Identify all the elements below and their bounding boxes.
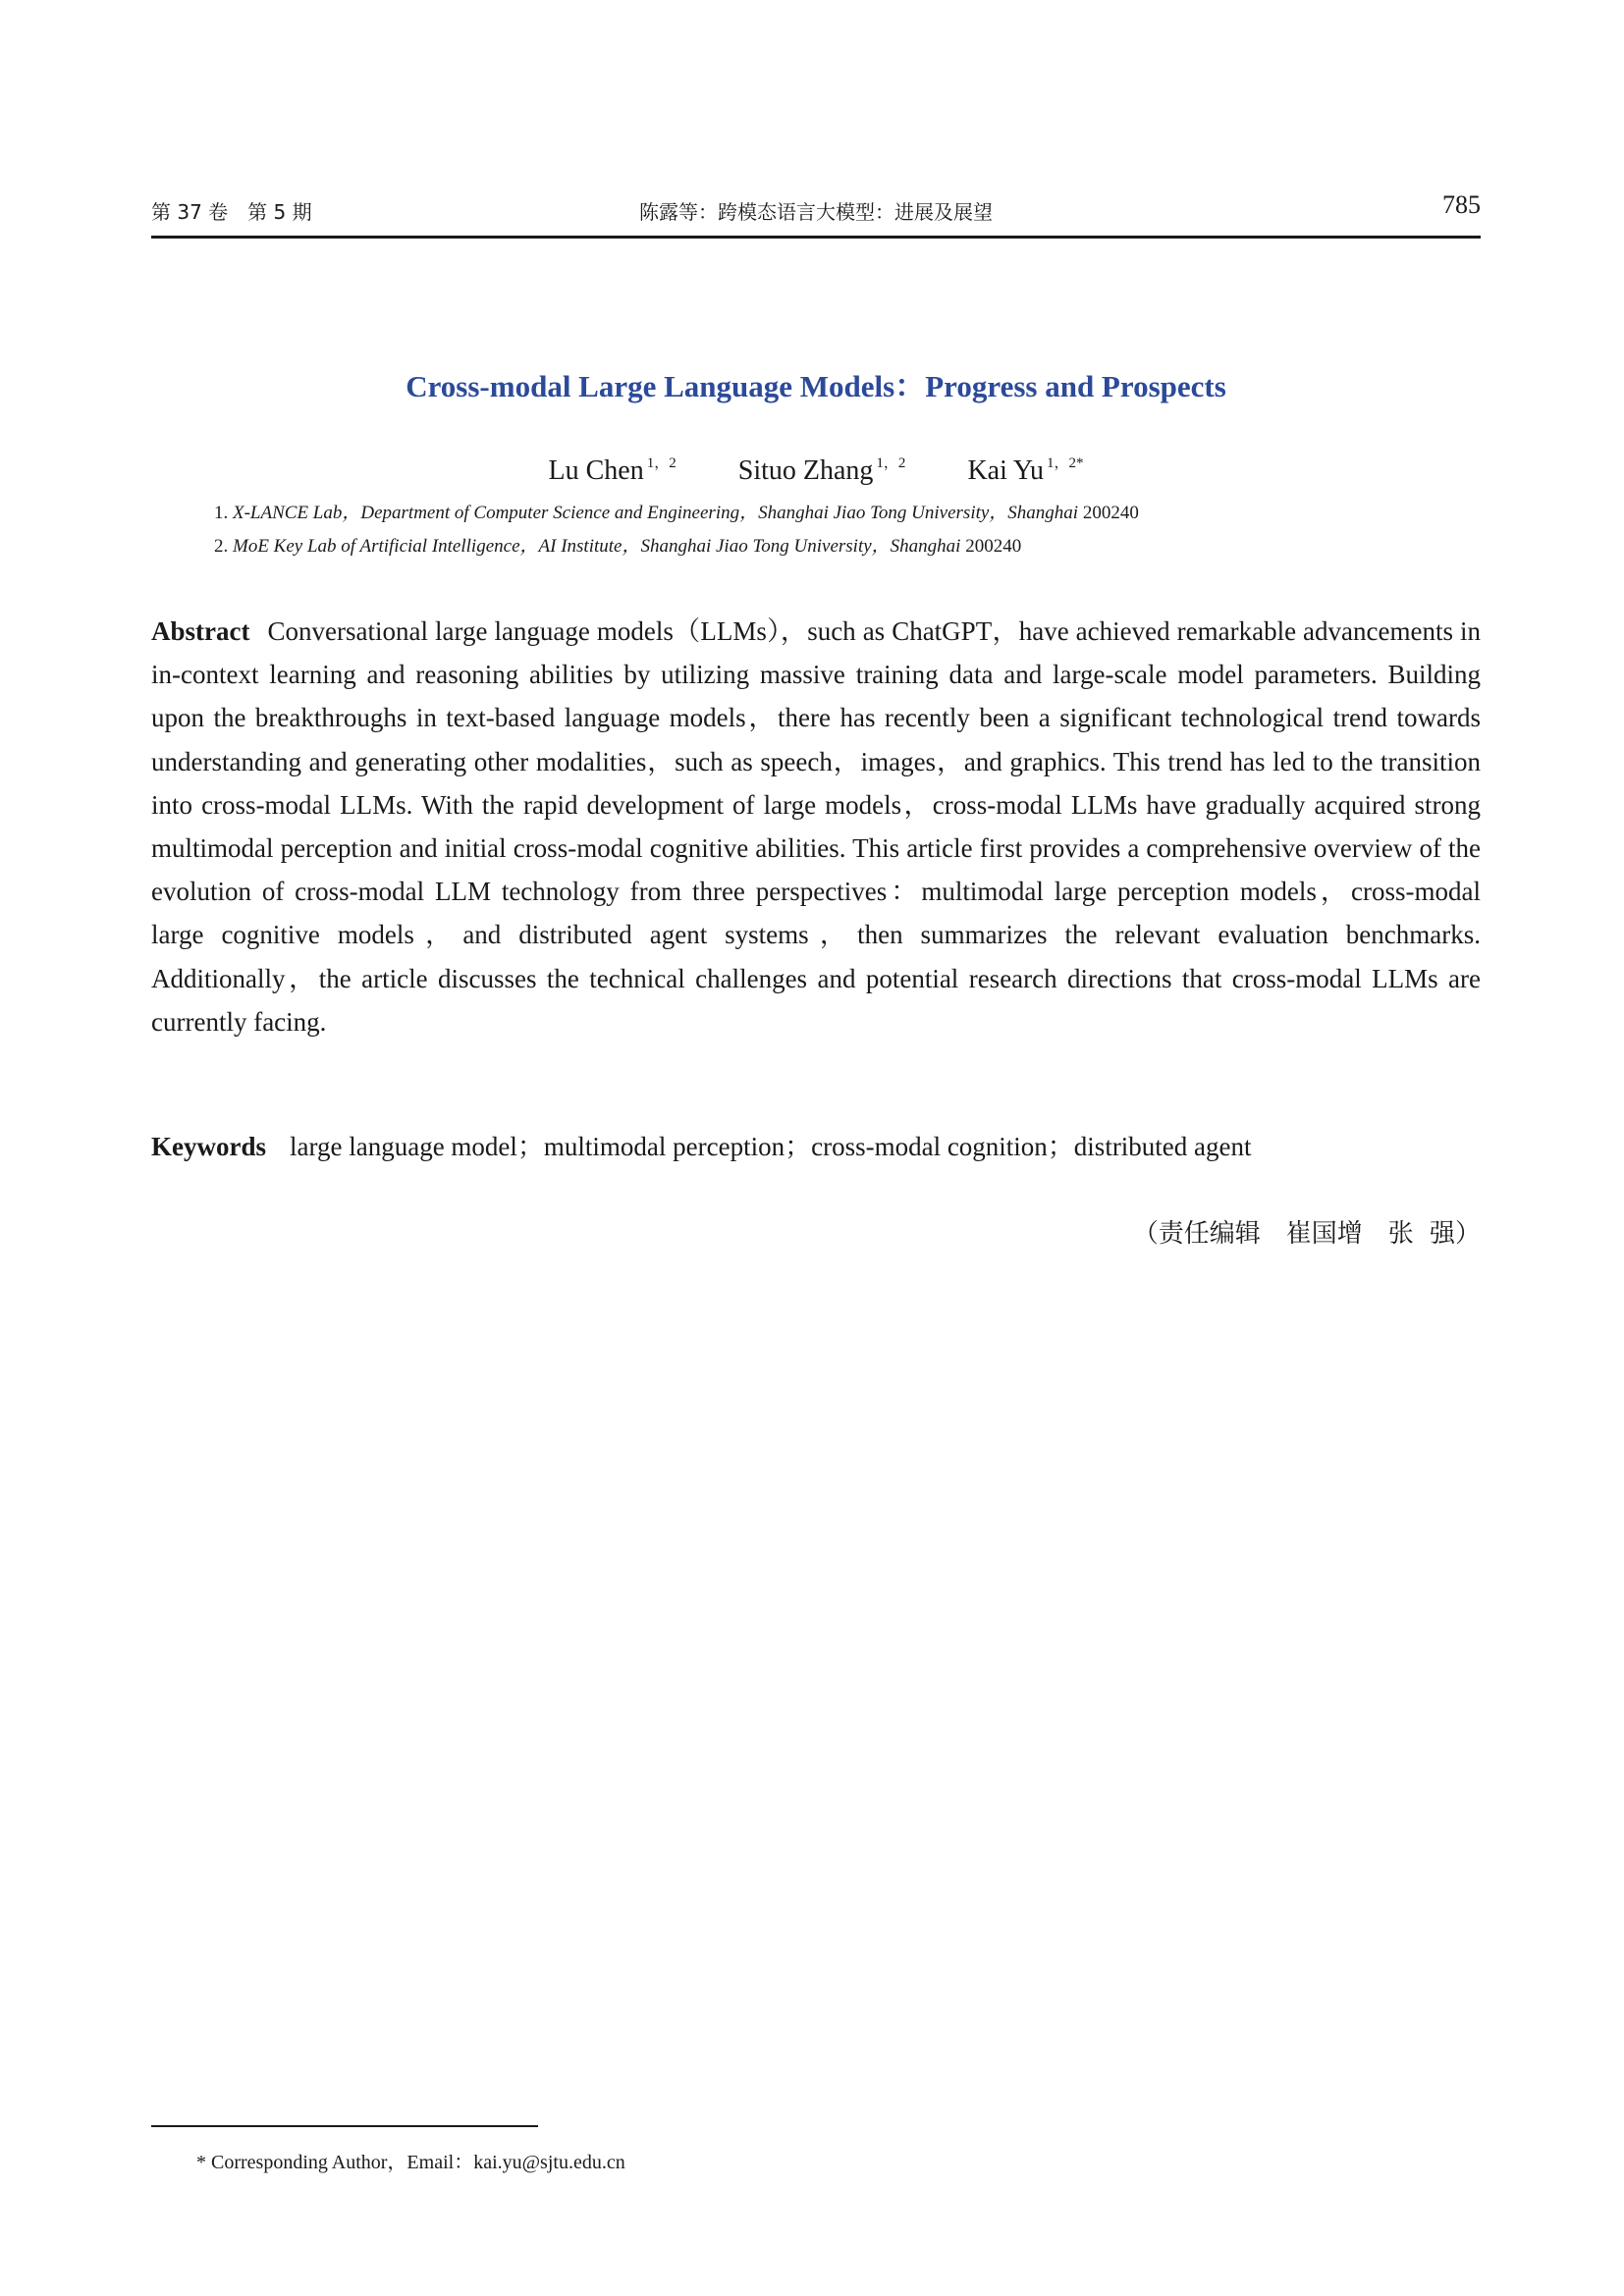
- author-affiliation-marker: 1，2: [646, 455, 677, 471]
- affiliation-number: 2.: [214, 536, 229, 557]
- keywords-text: large language model；multimodal perception；cross-modal cognition；distributed agent: [290, 1132, 1252, 1161]
- running-header: [151, 192, 1481, 239]
- author-name: Lu Chen: [548, 455, 644, 486]
- page-number: 785: [1442, 190, 1481, 219]
- affiliation-postcode: 200240: [1082, 503, 1139, 523]
- author-list: [151, 452, 1481, 487]
- corresponding-author-footnote: * Corresponding Author，Email：kai.yu@sjtu.edu.cn: [196, 2152, 625, 2173]
- author-name: Kai Yu: [967, 455, 1044, 486]
- affiliation-postcode: 200240: [965, 536, 1022, 557]
- affiliation: [214, 530, 1481, 563]
- abstract-label: Abstract: [151, 616, 250, 646]
- keywords: [151, 1127, 1481, 1166]
- paper-title: Cross-modal Large Language Models：Progress and Prospects: [406, 369, 1226, 403]
- abstract-text: Conversational large language models（LLMs），such as ChatGPT，have achieved remarkable advancements in in-context learning and reasoning abilities by utilizing massive training data and large-scale model parameters. Building upon the breakthroughs in text-based language models，there has recently been a significant technological trend towards understanding and generating other modalities，such as speech，images，and graphics. This trend has led to the transition into cross-modal LLMs. With the rapid development of large models，cross-modal LLMs have gradually acquired strong multimodal perception and initial cross-modal cognitive abilities. This article first provides a comprehensive overview of the evolution of cross-modal LLM technology from three perspectives：multimodal large perception models，cross-modal large cognitive models，and distributed agent systems，then summarizes the relevant evaluation benchmarks. Additionally，the article discusses the technical challenges and potential research directions that cross-modal LLMs are currently facing.: [151, 616, 1481, 1037]
- footnote-divider: [151, 2125, 538, 2127]
- abstract: [151, 610, 1481, 1043]
- author: [549, 452, 677, 487]
- keywords-label: Keywords: [151, 1132, 266, 1161]
- author: [738, 452, 906, 487]
- running-title: 陈露等：跨模态语言大模型：进展及展望: [639, 200, 993, 224]
- responsible-editors: （责任编辑 崔国增 张 强）: [1132, 1219, 1481, 1249]
- journal-volume-issue: 第 37 卷 第 5 期: [151, 200, 312, 224]
- affiliation-text: MoE Key Lab of Artificial Intelligence，AI Institute，Shanghai Jiao Tong University，Shanghai: [233, 536, 961, 557]
- affiliation: [214, 497, 1481, 530]
- author-affiliation-marker: 1，2: [876, 455, 906, 471]
- affiliation-text: X-LANCE Lab，Department of Computer Science and Engineering，Shanghai Jiao Tong University，Shanghai: [233, 503, 1079, 523]
- author-name: Situo Zhang: [737, 455, 874, 486]
- affiliation-number: 1.: [214, 503, 229, 523]
- affiliation-list: [214, 497, 1481, 563]
- author: [967, 452, 1083, 487]
- author-affiliation-marker: 1，2*: [1046, 455, 1084, 471]
